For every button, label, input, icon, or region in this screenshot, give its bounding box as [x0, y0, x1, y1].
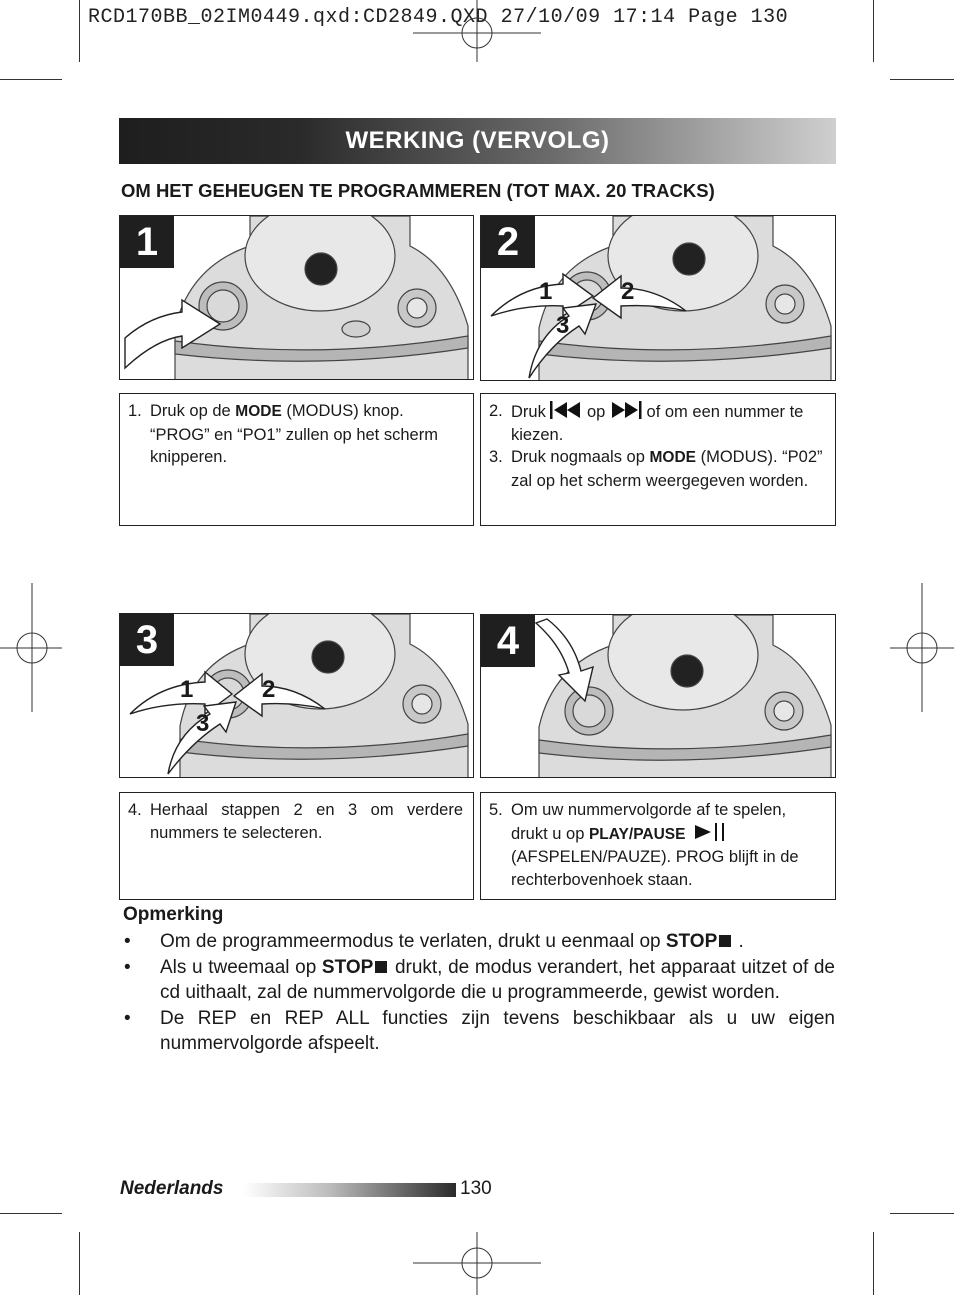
step-2: 2. Druk op of om een nummer te kiezen.	[489, 402, 804, 444]
print-slug: RCD170BB_02IM0449.qxd:CD2849.QXD 27/10/09 17:14 Page 130	[88, 6, 789, 29]
arrow-label: 2	[621, 278, 635, 305]
section-title-bar	[119, 118, 836, 164]
arrow-label: 3	[556, 312, 570, 339]
step-1: 1. Druk op de MODE (MODUS) knop. “PROG” en “PO1” zullen op het scherm knipperen.	[128, 402, 438, 466]
skip-forward-icon	[610, 400, 642, 420]
arrow-label: 3	[196, 710, 210, 737]
footer-gradient-bar	[243, 1183, 456, 1197]
step-4: 4. Herhaal stappen 2 en 3 om verdere nummers te selecteren.	[128, 801, 463, 842]
note-item: • De REP en REP ALL functies zijn tevens beschikbaar als u uw eigen nummervolgorde afspeelt.	[124, 1007, 835, 1054]
section-title: WERKING (VERVOLG)	[345, 127, 610, 154]
stop-icon	[375, 961, 387, 973]
step-box-1	[119, 393, 474, 526]
panel-number: 3	[120, 614, 174, 666]
note-item: • Om de programmeermodus te verlaten, drukt u eenmaal op STOP .	[124, 931, 744, 952]
panel-number: 2	[481, 216, 535, 268]
illustration-panel-4	[480, 614, 836, 778]
illustration-panel-2	[480, 215, 836, 381]
arrow-label: 1	[180, 676, 194, 703]
step-box-2	[480, 393, 836, 526]
note-list	[120, 929, 835, 1057]
section-subtitle: OM HET GEHEUGEN TE PROGRAMMEREN (TOT MAX. 20 TRACKS)	[121, 180, 715, 201]
step-box-3	[119, 792, 474, 900]
footer-language: Nederlands	[120, 1178, 224, 1199]
illustration-panel-3	[119, 613, 474, 778]
stop-icon	[719, 935, 731, 947]
step-box-4	[480, 792, 836, 900]
page-number: 130	[460, 1178, 492, 1199]
step-5: 5. Om uw nummervolgorde af te spelen, drukt u op PLAY/PAUSE (AFSPELEN/PAUZE). PROG blijft in de rechterbovenhoek staan.	[489, 801, 799, 889]
play-pause-icon	[691, 822, 729, 842]
panel-number: 4	[481, 615, 535, 667]
arrow-label: 1	[539, 278, 553, 305]
panel-number: 1	[120, 216, 174, 268]
note-heading: Opmerking	[123, 904, 224, 925]
skip-back-icon	[550, 400, 582, 420]
arrow-label: 2	[262, 676, 276, 703]
note-item: • Als u tweemaal op STOP drukt, de modus verandert, het apparaat uitzet of de cd uithaalt, zal de nummervolgorde die u programmeerde, gewist worden.	[124, 956, 835, 1003]
step-3: 3. Druk nogmaals op MODE (MODUS). “P02” zal op het scherm weergegeven worden.	[489, 448, 823, 490]
illustration-panel-1	[119, 215, 474, 380]
